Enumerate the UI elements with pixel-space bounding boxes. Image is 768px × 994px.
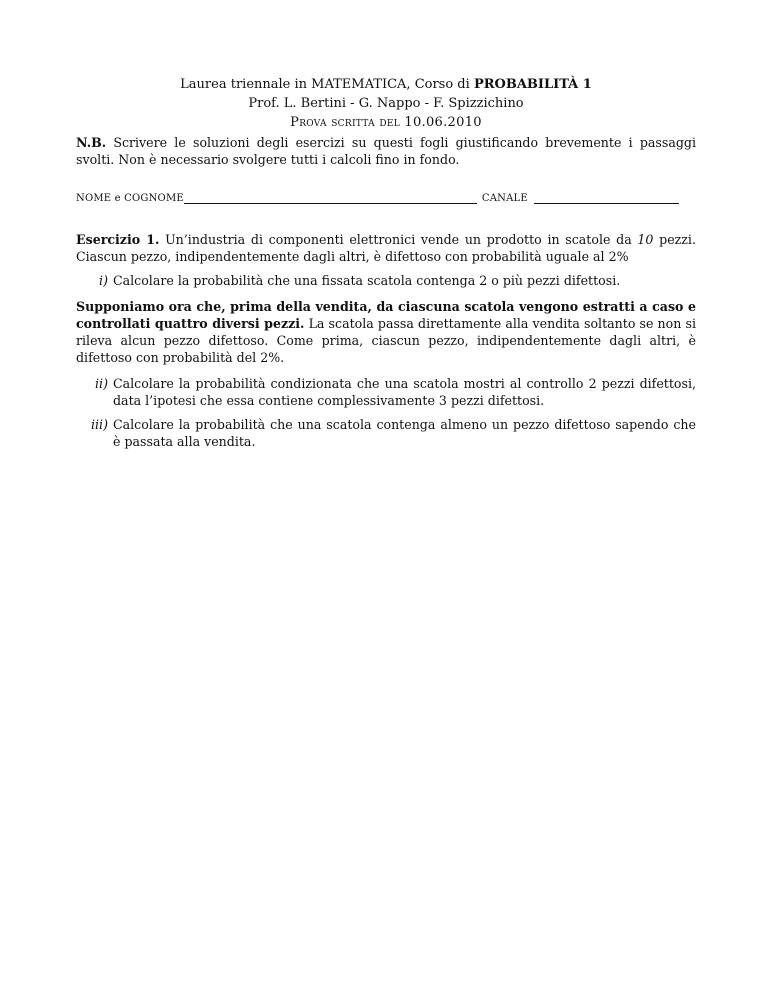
assumption-paragraph — [76, 298, 696, 366]
question-2 — [76, 375, 696, 409]
course-prefix: Laurea triennale in MATEMATICA, Corso di — [180, 77, 470, 92]
exam-header — [76, 75, 696, 132]
name-label: NOME e COGNOME — [76, 193, 184, 204]
exercise-intro-b: pezzi. Ciascun pezzo, indipendentemente dagli altri, è difettoso con probabilità uguale al 2% — [76, 232, 696, 264]
assumption-bold: Supponiamo ora che, prima della vendita, da ciascuna scatola vengono estratti a caso e controllati quattro diversi pezzi. — [76, 299, 696, 331]
page-content — [76, 75, 696, 450]
course-name: PROBABILITÀ 1 — [473, 77, 592, 92]
name-field[interactable] — [184, 193, 477, 204]
question-1-number: i) — [99, 273, 108, 288]
exercise-intro-a: Un’industria di componenti elettronici vende un prodotto in scatole da — [165, 232, 632, 247]
question-1 — [76, 272, 696, 289]
question-3 — [76, 416, 696, 450]
exercise-intro — [76, 231, 696, 265]
course-line — [76, 75, 696, 94]
question-1-text: Calcolare la probabilità che una fissata scatola contenga 2 o più pezzi difettosi. — [113, 273, 621, 288]
question-2-number: ii) — [95, 376, 108, 391]
question-2-text: Calcolare la probabilità condizionata che una scatola mostri al controllo 2 pezzi difettosi, data l’ipotesi che essa contiene complessivamente 3 pezzi difettosi. — [113, 376, 696, 408]
assumption-text: La scatola passa direttamente alla vendita soltanto se non si rileva alcun pezzo difettoso. Come prima, ciascun pezzo, indipendentemente dagli altri, è difettoso con probabilità del 2%. — [76, 316, 696, 365]
professors-line: Prof. L. Bertini - G. Nappo - F. Spizzichino — [248, 96, 524, 111]
channel-field[interactable] — [534, 193, 679, 204]
question-3-text: Calcolare la probabilità che una scatola contenga almeno un pezzo difettoso sapendo che è passata alla vendita. — [113, 417, 696, 449]
instructions-note — [76, 134, 696, 168]
exercise-title: Esercizio 1. — [76, 232, 160, 247]
student-info-line — [76, 190, 696, 204]
nb-text: Scrivere le soluzioni degli esercizi su questi fogli giustificando brevemente i passaggi svolti. Non è necessario svolgere tutti i calcoli fino in fondo. — [76, 135, 696, 167]
nb-label: N.B. — [76, 135, 107, 150]
exam-date-line: Prova scritta del 10.06.2010 — [290, 115, 482, 130]
channel-label: CANALE — [481, 193, 528, 204]
exercise-intro-num: 10 — [637, 232, 654, 247]
question-3-number: iii) — [91, 417, 108, 432]
